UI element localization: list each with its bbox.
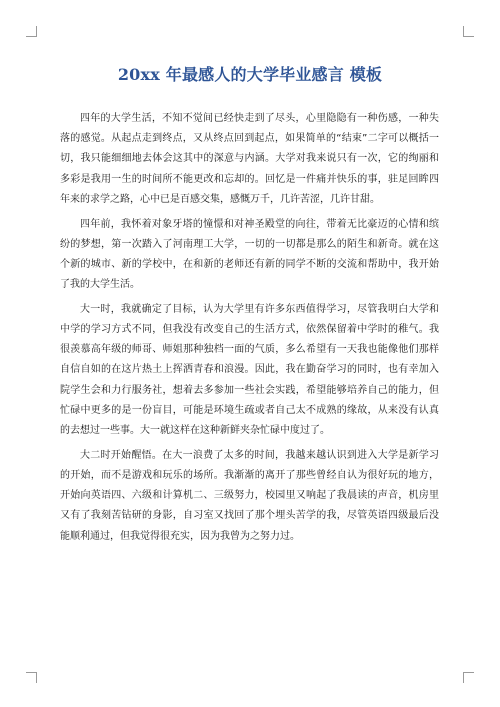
paragraph-3: 大一时，我就确定了目标，认为大学里有许多东西值得学习，尽管我明白大学和中学的学习方式不同，但我没有改变自己的生活方式，依然保留着中学时的稚气。我很羡慕高年级的师哥、师姐那种独档一面的气质，多么希望有一天我也能像他们那样自信自如的在这片热土上挥洒青春和浪漫。因此，我在勤奋学习的同时，也有幸加入院学生会和力行服务社，想着去多参加一些社会实践，希望能够培养自己的能力，但忙碌中更多的是一份盲目，可能是环境生疏或者自己太不成熟的缘故，从来没有认真的去想过一些事。大一就这样在这种新鲜夹杂忙碌中度过了。	[60, 303, 439, 437]
paragraph-1: 四年的大学生活，不知不觉间已经快走到了尽头，心里隐隐有一种伤感，一种失落的感觉。从起点走到终点，又从终点回到起点，如果简单的“结束”二字可以概括一切，我只能细细地去体会这其中的深意与内涵。大学对我来说只有一次，它的绚丽和多彩是我用一生的时间所不能更改和忘却的。回忆是一件痛并快乐的事，驻足回眸四年来的求学之路，心中已是百感交集，感慨万千，几许苦涩，几许甘甜。	[60, 113, 439, 205]
page-corner-mark-bottom-right	[463, 672, 474, 683]
document-body	[60, 109, 439, 551]
page-corner-mark-top-left	[26, 26, 37, 37]
page-corner-mark-top-right	[463, 26, 474, 37]
document-title: 20xx 年最感人的大学毕业感言 模板	[117, 65, 383, 84]
paragraph-4: 大二时开始醒悟。在大一浪费了太多的时间，我越来越认识到进入大学是新学习的开始，而不是游戏和玩乐的场所。我渐渐的离开了那些曾经自认为很好玩的地方，开始向英语四、六级和计算机二、三级努力，校园里又响起了我晨读的声音，机房里又有了我刻苦钻研的身影，自习室又找回了那个埋头苦学的我，尽管英语四级最后没能顺利通过，但我觉得很充实，因为我曾为之努力过。	[60, 449, 439, 542]
page-corner-mark-bottom-left	[26, 672, 37, 683]
paragraph-2: 四年前，我怀着对象牙塔的憧憬和对神圣殿堂的向往，带着无比豪迈的心情和缤纷的梦想，第一次踏入了河南理工大学，一切的一切都是那么的陌生和新奇。就在这个新的城市、新的学校中，在和新的老师还有新的同学不断的交流和帮助中，我开始了我的大学生活。	[60, 218, 439, 291]
